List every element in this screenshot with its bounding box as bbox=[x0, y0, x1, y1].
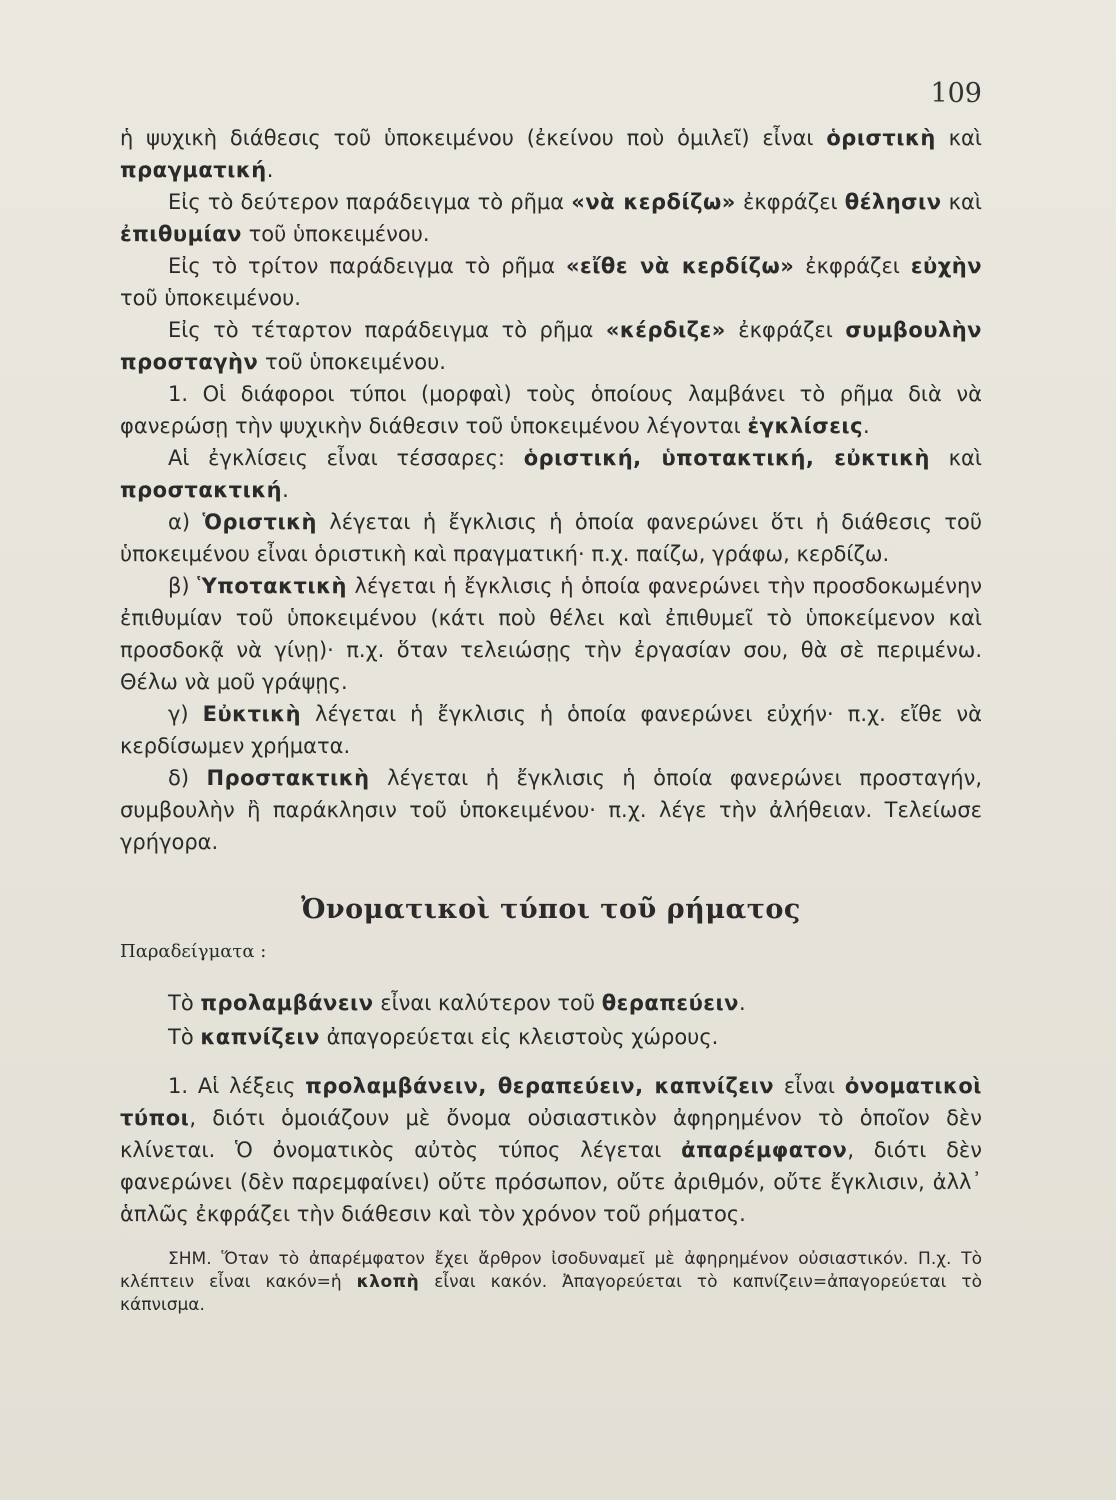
bold-term: Ὁριστικὴ bbox=[202, 510, 317, 534]
paragraph bbox=[120, 570, 982, 698]
text: ἐκφράζει bbox=[725, 318, 846, 342]
text: ἡ ψυχικὴ διάθεσις τοῦ ὑποκειμένου (ἐκείνου ποὺ ὁμιλεῖ) εἶναι bbox=[120, 126, 827, 150]
text: 1. Αἱ λέξεις bbox=[168, 1074, 306, 1098]
text: . bbox=[266, 158, 274, 182]
paragraph bbox=[120, 314, 982, 378]
bold-term: «εἴθε νὰ κερδίζω» bbox=[565, 254, 795, 278]
paragraph bbox=[120, 186, 982, 250]
bold-term: ἐπιθυμίαν bbox=[120, 222, 242, 246]
text: καὶ bbox=[929, 446, 982, 470]
paragraph bbox=[120, 378, 982, 442]
bold-term: Ὑποτακτικὴ bbox=[197, 574, 347, 598]
text: . bbox=[863, 414, 870, 438]
text: δ) bbox=[168, 766, 207, 790]
bold-term: κλοπὴ bbox=[356, 1272, 420, 1292]
bold-term: συμβουλὴν προσταγὴν bbox=[120, 318, 982, 374]
text: τοῦ ὑποκειμένου. bbox=[120, 286, 301, 310]
text: λέγεται ἡ ἔγκλισις ἡ ὁποία φανερώνει ὅτι ἡ διάθεσις τοῦ ὑποκειμένου εἶναι ὁριστικὴ καὶ πραγματική· π.χ. παίζω, γράφω, κερδίζω. bbox=[120, 510, 982, 566]
text: Αἱ ἐγκλίσεις εἶναι τέσσαρες: bbox=[168, 446, 524, 470]
bold-term: Εὐκτικὴ bbox=[202, 702, 302, 726]
bold-term: θεραπεύειν bbox=[601, 991, 739, 1015]
bold-term: ἐγκλίσεις bbox=[747, 414, 864, 438]
bold-term: «νὰ κερδίζω» bbox=[571, 190, 736, 214]
text: ἀπαγορεύεται εἰς κλειστοὺς χώρους. bbox=[319, 1025, 719, 1049]
paragraph bbox=[120, 698, 982, 762]
text: , διότι ὁμοιάζουν μὲ ὄνομα οὐσιαστικὸν ἀφηρημένον τὸ ὁποῖον δὲν κλίνεται. Ὁ ὀνοματικὸς αὐτὸς τύπος λέγεται bbox=[120, 1106, 982, 1162]
bold-term: προλαμβάνειν, θεραπεύειν, καπνίζειν bbox=[305, 1074, 775, 1098]
text: γ) bbox=[168, 702, 203, 726]
footnote bbox=[120, 1248, 982, 1317]
text: ἐκφράζει bbox=[735, 190, 845, 214]
text: λέγεται ἡ ἔγκλισις ἡ ὁποία φανερώνει εὐχήν· π.χ. εἴθε νὰ κερδίσωμεν χρήματα. bbox=[120, 702, 983, 758]
text: Εἰς τὸ τέταρτον παράδειγμα τὸ ρῆμα bbox=[168, 318, 606, 342]
text: λέγεται ἡ ἔγκλισις ἡ ὁποία φανερώνει τὴν προσδοκωμένην ἐπιθυμίαν τοῦ ὑποκειμένου (κάτι ποὺ θέλει καὶ ἐπιθυμεῖ τὸ ὑποκείμενον καὶ προσδοκᾷ νὰ γίνῃ)· π.χ. ὅταν τελειώσῃς τὴν ἐργασίαν σου, θὰ σὲ περιμένω. Θέλω νὰ μοῦ γράψῃς. bbox=[120, 574, 982, 694]
text: εἶναι bbox=[774, 1074, 845, 1098]
bold-term: προστακτική bbox=[120, 478, 283, 502]
text: . bbox=[282, 478, 289, 502]
paragraph bbox=[120, 122, 982, 186]
text: καὶ bbox=[941, 190, 982, 214]
bold-term: θέλησιν bbox=[844, 190, 942, 214]
page-body bbox=[120, 122, 982, 1317]
bold-term: ἀπαρέμφατον bbox=[681, 1138, 848, 1162]
bold-term: εὐχὴν bbox=[910, 254, 983, 278]
text: , διότι δὲν φανερώνει (δὲν παρεμφαίνει) οὔτε πρόσωπον, οὔτε ἀριθμόν, οὔτε ἔγκλισιν, ἀλλ᾽ ἁπλῶς ἐκφράζει τὴν διάθεσιν καὶ τὸν χρόνον τοῦ ρήματος. bbox=[120, 1138, 982, 1226]
text: εἶναι καλύτερον τοῦ bbox=[373, 991, 602, 1015]
text: 1. Οἱ διάφοροι τύποι (μορφαὶ) τοὺς ὁποίους λαμβάνει τὸ ρῆμα διὰ νὰ φανερώσῃ τὴν ψυχικὴν διάθεσιν τοῦ ὑποκειμένου λέγονται bbox=[120, 382, 982, 438]
text: Εἰς τὸ δεύτερον παράδειγμα τὸ ρῆμα bbox=[168, 190, 572, 214]
text: τοῦ ὑποκειμένου. bbox=[258, 350, 446, 374]
bold-term: ὁριστικὴ bbox=[826, 126, 936, 150]
text: καὶ bbox=[935, 126, 982, 150]
text: ἐκφράζει bbox=[794, 254, 911, 278]
text: λέγεται ἡ ἔγκλισις ἡ ὁποία φανερώνει προσταγήν, συμβουλὴν ἢ παράκλησιν τοῦ ὑποκειμένου· π.χ. λέγε τὴν ἀλήθειαν. Τελείωσε γρήγορα. bbox=[120, 766, 982, 854]
page-number: 109 bbox=[930, 78, 982, 109]
text: β) bbox=[168, 574, 198, 598]
text: Τὸ bbox=[168, 1025, 201, 1049]
bold-term: ὁριστική, ὑποτακτική, εὐκτικὴ bbox=[523, 446, 930, 470]
paragraph bbox=[120, 250, 982, 314]
bold-term: προλαμβάνειν bbox=[200, 991, 374, 1015]
text: τοῦ ὑποκειμένου. bbox=[241, 222, 430, 246]
text: Τὸ bbox=[168, 991, 201, 1015]
paragraph bbox=[120, 506, 982, 570]
text: α) bbox=[168, 510, 203, 534]
paragraph bbox=[120, 762, 982, 858]
text: ΣΗΜ. Ὅταν τὸ ἀπαρέμφατον ἔχει ἄρθρον ἰσοδυναμεῖ μὲ ἀφηρημένον οὐσιαστικόν. Π.χ. Τὸ κλέπτειν εἶναι κακόν=ἡ bbox=[120, 1249, 982, 1292]
bold-term: «κέρδιζε» bbox=[605, 318, 726, 342]
example-sentence bbox=[120, 986, 982, 1020]
section-heading: Ὀνοματικοὶ τύποι τοῦ ρήματος bbox=[301, 894, 801, 925]
bold-term: Προστακτικὴ bbox=[206, 766, 370, 790]
text: . bbox=[738, 991, 746, 1015]
paragraph bbox=[120, 442, 982, 506]
text: εἶναι κακόν. Ἀπαγορεύεται τὸ καπνίζειν=ἀπαγορεύεται τὸ κάπνισμα. bbox=[120, 1272, 982, 1315]
bold-term: ὀνοματικοὶ τύποι bbox=[120, 1074, 982, 1130]
bold-term: πραγματική bbox=[120, 158, 267, 182]
examples-label: Παραδείγματα : bbox=[120, 941, 267, 962]
bold-term: καπνίζειν bbox=[200, 1025, 320, 1049]
paragraph bbox=[120, 1070, 982, 1230]
text: Εἰς τὸ τρίτον παράδειγμα τὸ ρῆμα bbox=[168, 254, 566, 278]
example-sentence bbox=[120, 1020, 982, 1054]
